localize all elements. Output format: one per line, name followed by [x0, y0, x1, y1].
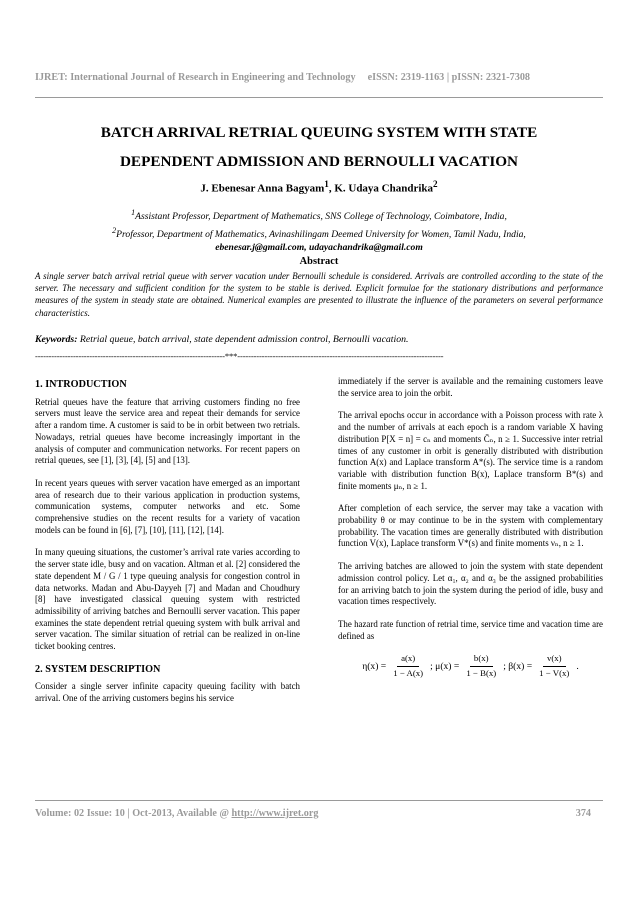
- mu-denominator: 1 − B(x): [466, 668, 497, 679]
- affiliation-1-mark: 1: [131, 208, 136, 217]
- right-paragraph-3: The arriving batches are allowed to join the system with state dependent admission control policy. Let α₁, α₂ and α₃ be the assigned probabilities for an arriving batch to join the system during the period of idle, busy and vacation times respectively.: [338, 561, 603, 607]
- author-1: J. Ebenesar Anna Bagyam: [200, 182, 325, 195]
- beta-numerator: v(x): [543, 653, 566, 667]
- intro-paragraph-3: In many queuing situations, the customer’s arrival rate varies according to the server state idle, busy and on vacation. Altman et al. [2] considered the state dependent M / G / 1 type queuing analysis for congestion control in data networks. Madan and Abu-Dayyeh [7] and Madan and Choudhury [8] have investigated classical queuing system with restricted admissibility of arriving batches and Bernoulli server vacation. This paper examines the state dependent retrial queuing system with bulk arrival and server vacation. The similar situation of retrial can be realized in on-line ticket booking centres.: [35, 547, 300, 652]
- affiliation-2-mark: 2: [112, 225, 117, 235]
- right-column: [338, 376, 603, 680]
- title-line-2: DEPENDENT ADMISSION AND BERNOULLI VACATION: [119, 153, 519, 170]
- mu-numerator: b(x): [470, 653, 493, 667]
- author-separator: ,: [328, 182, 335, 195]
- journal-link[interactable]: http://www.ijret.org: [231, 808, 319, 819]
- keywords: [35, 334, 603, 345]
- affiliation-1-text: Assistant Professor, Department of Mathematics, SNS College of Technology, Coimbatore, India,: [135, 211, 507, 223]
- footer-text: Volume: 02 Issue: 10 | Oct-2013, Available @: [35, 808, 232, 819]
- author-2-mark: 2: [433, 179, 438, 189]
- intro-paragraph-2: In recent years queues with server vacation have emerged as an important area of research due to their various application in production systems, communication systems, computer networks and etc. Some comprehensive studies on the recent results for a variety of vacation models can be found in [6], [7], [10], [11], [12], [14].: [35, 477, 300, 535]
- beta-fraction: [535, 653, 573, 679]
- affiliation-2-text: Professor, Department of Mathematics, Avinashilingam Deemed University for Women, Tamil Nadu, India,: [116, 228, 526, 240]
- section-1-heading: 1. INTRODUCTION: [35, 379, 127, 390]
- right-paragraph-2: After completion of each service, the server may take a vacation with probability θ or may continue to be in the system with complementary probability. The vacation times are generally distributed with distribution function V(x), Laplace transform V*(s) and finite moments νₙ, n ≥ 1.: [338, 503, 603, 549]
- title-line-1: BATCH ARRIVAL RETRIAL QUEUING SYSTEM WITH STATE: [100, 124, 538, 141]
- right-paragraph-0: immediately if the server is available and the remaining customers leave the service area to join the orbit.: [338, 376, 603, 398]
- running-header: [35, 72, 603, 83]
- eta-fraction: [389, 653, 427, 679]
- beta-lhs: ; β(x) =: [503, 660, 533, 672]
- formula-end: .: [576, 660, 579, 672]
- journal-name: IJRET: International Journal of Research in Engineering and Technology: [35, 72, 356, 83]
- abstract-heading: Abstract: [299, 256, 339, 267]
- eta-numerator: a(x): [397, 653, 419, 667]
- emails: ebenesar.j@gmail.com, udayachandrika@gmail.com: [215, 242, 423, 254]
- affiliation-1: [35, 206, 603, 224]
- mu-fraction: [462, 653, 500, 679]
- authors: [35, 179, 603, 195]
- section-divider: ----------------------------------------------------------------------***----------------------------------------------------------------------------: [35, 351, 444, 361]
- affiliation-2: [35, 224, 603, 242]
- keywords-label: Keywords:: [35, 334, 78, 345]
- eta-lhs: η(x) =: [362, 660, 387, 672]
- right-paragraph-4: The hazard rate function of retrial time, service time and vacation time are defined as: [338, 618, 603, 641]
- system-paragraph-1: Consider a single server infinite capacity queuing facility with batch arrival. One of the arriving customers begins his service: [35, 681, 300, 704]
- affiliations: [35, 206, 603, 255]
- beta-denominator: 1 − V(x): [539, 668, 570, 679]
- paper-title: [35, 118, 603, 176]
- page-number: 374: [575, 808, 591, 819]
- page-footer: [35, 808, 603, 819]
- issn: eISSN: 2319-1163 | pISSN: 2321-7308: [367, 72, 531, 83]
- header-rule: [35, 97, 603, 98]
- eta-denominator: 1 − A(x): [393, 668, 424, 679]
- mu-lhs: ; μ(x) =: [430, 660, 460, 672]
- section-2-heading: 2. SYSTEM DESCRIPTION: [35, 663, 161, 675]
- author-1-mark: 1: [324, 179, 329, 189]
- hazard-rate-formula: [338, 653, 603, 679]
- abstract-text: A single server batch arrival retrial queue with server vacation under Bernoulli schedule is considered. Arrivals are controlled according to the state of the server. The necessary and sufficient condition for the system to be stable is derived. Explicit formulae for the stationary distributions and performance measures of the system in steady state are obtained. Numerical examples are presented to illustrate the influence of the parameters on several performance characteristics.: [35, 271, 603, 318]
- author-2: K. Udaya Chandrika: [334, 182, 434, 195]
- right-paragraph-1: The arrival epochs occur in accordance with a Poisson process with rate λ and the number of arrivals at each epoch is a random variable X having distribution P[X = n] = cₙ and moments C̄ₙ, n ≥ 1. Successive inter retrial times of any customer in orbit is generally distributed with distribution function A(x) and Laplace transform A*(s). The service time is a random variable with distribution function B(x), Laplace transform B*(s) and finite moments μₙ, n ≥ 1.: [338, 410, 603, 491]
- intro-paragraph-1: Retrial queues have the feature that arriving customers finding no free servers must leave the service area and repeat their demands for service after a random time. A customer is said to be in orbit between two retrials. Nowadays, retrial queues have become increasingly important in the analysis of computer and communication networks. For recent papers on retrial queues, see [1], [3], [4], [5] and [13].: [35, 396, 300, 466]
- keywords-text: Retrial queue, batch arrival, state dependent admission control, Bernoulli vacation.: [77, 334, 409, 345]
- left-column: [35, 376, 300, 716]
- footer-rule: [35, 800, 603, 801]
